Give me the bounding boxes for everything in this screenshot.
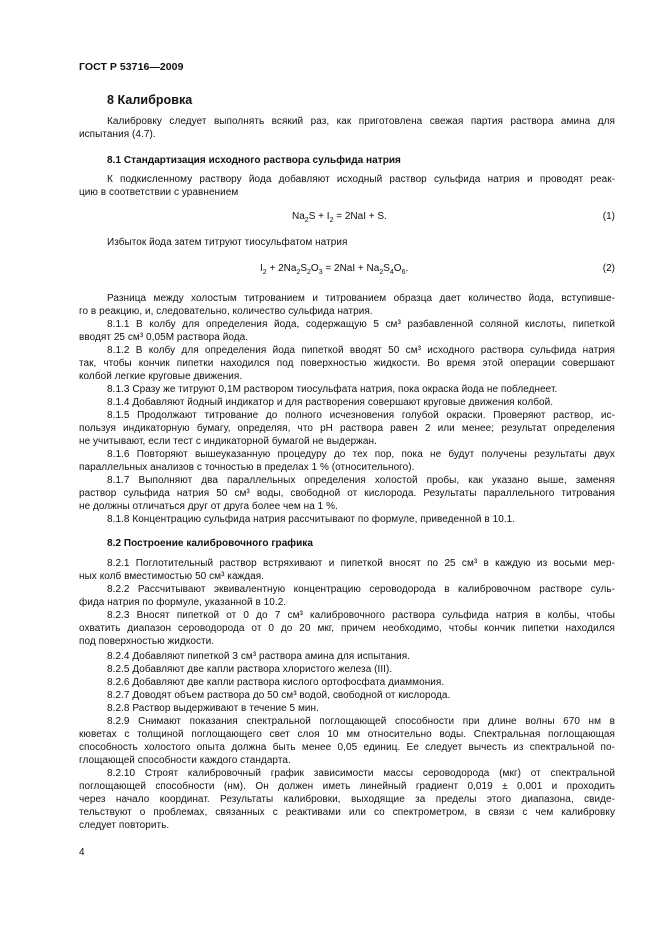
section-8-intro-line-2: испытания (4.7). — [79, 129, 156, 140]
item-8-2-9-line-2: кюветах с толщиной поглощающего свет слоя 10 мм относительно воды. Спектральная поглощающая — [79, 729, 615, 740]
section-8-1-p2: Избыток йода затем титруют тиосульфатом натрия — [107, 237, 348, 248]
item-8-2-7: 8.2.7 Доводят объем раствора до 50 см³ водой, свободной от кислорода. — [107, 690, 451, 701]
equation-2 — [79, 262, 615, 276]
section-8-1-title: 8.1 Стандартизация исходного раствора сульфида натрия — [107, 155, 401, 166]
section-8-intro-line-1: Калибровку следует выполнять всякий раз, как приготовлена свежая партия раствора амина для — [107, 116, 615, 127]
item-8-2-2-line-1: 8.2.2 Рассчитывают эквивалентную концентрацию сероводорода в калибровочном растворе суль- — [107, 584, 615, 595]
equation-1-number: (1) — [602, 211, 615, 222]
section-8-2-title: 8.2 Построение калибровочного графика — [107, 538, 313, 549]
item-8-1-2-line-2: так, чтобы кончик пипетки находился под поверхностью жидкости. Во время этой операции совершают — [79, 358, 615, 369]
item-8-1-1-line-2: вводят 25 см³ 0,05М раствора йода. — [79, 332, 249, 343]
section-8-1-p1-line-2: цию в соответствии с уравнением — [79, 187, 239, 198]
item-8-2-5: 8.2.5 Добавляют две капли раствора хлористого железа (III). — [107, 664, 393, 675]
item-8-2-3-line-1: 8.2.3 Вносят пипеткой от 0 до 7 см³ калибровочного раствора сульфида натрия в колбы, чтобы — [107, 610, 615, 621]
section-8-title: 8 Калибровка — [107, 93, 193, 107]
item-8-2-10-line-3: через начало координат. Результаты калибровки, выходящие за пределы этого диапазона, свиде- — [79, 794, 615, 805]
item-8-1-8: 8.1.8 Концентрацию сульфида натрия рассчитывают по формуле, приведенной в 10.1. — [107, 514, 516, 525]
item-8-1-7-line-1: 8.1.7 Выполняют два параллельных определения холостой пробы, как указано выше, заменяя — [107, 475, 615, 486]
item-8-1-5-line-1: 8.1.5 Продолжают титрование до полного исчезновения голубой окраски. Проверяют раствор, ис- — [107, 410, 615, 421]
item-8-1-5-line-3: не учитывают, если тест с индикаторной бумагой не выдержан. — [79, 436, 377, 447]
item-8-1-1-line-1: 8.1.1 В колбу для определения йода, содержащую 5 см³ разбавленной соляной кислоты, пипеткой — [107, 319, 615, 330]
section-8-1-p3-line-1: Разница между холостым титрованием и титрованием образца дает количество йода, вступивше- — [107, 293, 615, 304]
item-8-2-3-line-3: под поверхностью жидкости. — [79, 636, 215, 647]
item-8-2-8: 8.2.8 Раствор выдерживают в течение 5 мин. — [107, 703, 319, 714]
item-8-2-4: 8.2.4 Добавляют пипеткой 3 см³ раствора амина для испытания. — [107, 651, 411, 662]
section-8-1-p1-line-1: К подкисленному раствору йода добавляют исходный раствор сульфида натрия и проводят реак- — [107, 174, 615, 185]
item-8-2-10-line-2: поглощающей способности (нм). Он должен иметь линейный градиент 0,019 ± 0,001 и проходить — [79, 781, 615, 792]
item-8-1-4: 8.1.4 Добавляют йодный индикатор и для растворения совершают круговые движения колбой. — [107, 397, 554, 408]
item-8-2-1-line-2: ных колб вместимостью 50 см³ каждая. — [79, 571, 265, 582]
item-8-2-10-line-4: тельствуют о проблемах, связанных с реактивами или со спектрометром, в связи с чем калибровку — [79, 807, 615, 818]
equation-2-number: (2) — [602, 263, 615, 274]
item-8-1-2-line-1: 8.1.2 В колбу для определения йода пипеткой вводят 50 см³ исходного раствора сульфида натрия — [107, 345, 615, 356]
equation-2-expression: $I_2 + 2Na_2S_2O_3 = 2NaI + Na_2S_4O_6$. — [260, 263, 409, 276]
equation-1 — [79, 210, 615, 224]
item-8-1-7-line-3: не должны отличаться друг от друга более чем на 1 %. — [79, 501, 338, 512]
section-8-1-p3-line-2: го в реакцию, и, следовательно, количество сульфида натрия. — [79, 306, 373, 317]
item-8-2-9-line-4: глощающей способности каждого стандарта. — [79, 755, 291, 766]
item-8-2-10-line-5: следует повторить. — [79, 820, 170, 831]
item-8-2-10-line-1: 8.2.10 Строят калибровочный график зависимости массы сероводорода (мкг) от спектральной — [107, 768, 615, 779]
item-8-1-5-line-2: пользуя индикаторную бумагу, определяя, что рН раствора равен 2 или менее; результат определения — [79, 423, 615, 434]
item-8-1-7-line-2: раствор сульфида натрия 50 см³ воды, свободной от кислорода. Результаты параллельного титрования — [79, 488, 615, 499]
item-8-1-6-line-1: 8.1.6 Повторяют вышеуказанную процедуру до тех пор, пока не будут получены результаты двух — [107, 449, 615, 460]
item-8-1-6-line-2: параллельных анализов с точностью в пределах 1 % (относительного). — [79, 462, 415, 473]
item-8-2-2-line-2: фида натрия по формуле, указанной в 10.2. — [79, 597, 287, 608]
equation-1-expression: $Na_2S + I_2 = 2NaI + S$. — [292, 211, 387, 224]
item-8-2-6: 8.2.6 Добавляют две капли раствора кислого ортофосфата диаммония. — [107, 677, 445, 688]
item-8-1-2-line-3: колбой легкие круговые движения. — [79, 371, 243, 382]
item-8-2-9-line-3: способность холостого опыта должна быть менее 0,05 единиц. Ее следует вычесть из спектральной по- — [79, 742, 615, 753]
item-8-1-3: 8.1.3 Сразу же титруют 0,1М раствором тиосульфата натрия, пока окраска йода не побледнеет. — [107, 384, 558, 395]
page-number: 4 — [79, 847, 85, 858]
standard-header: ГОСТ Р 53716—2009 — [79, 61, 184, 73]
item-8-2-3-line-2: охватить диапазон сероводорода от 0 до 20 мкг, причем необходимо, чтобы кончик пипетки находился — [79, 623, 615, 634]
item-8-2-9-line-1: 8.2.9 Снимают показания спектральной поглощающей способности при длине волны 670 нм в — [107, 716, 615, 727]
item-8-2-1-line-1: 8.2.1 Поглотительный раствор встряхивают и пипеткой вносят по 25 см³ в каждую из восьми мер- — [107, 558, 615, 569]
